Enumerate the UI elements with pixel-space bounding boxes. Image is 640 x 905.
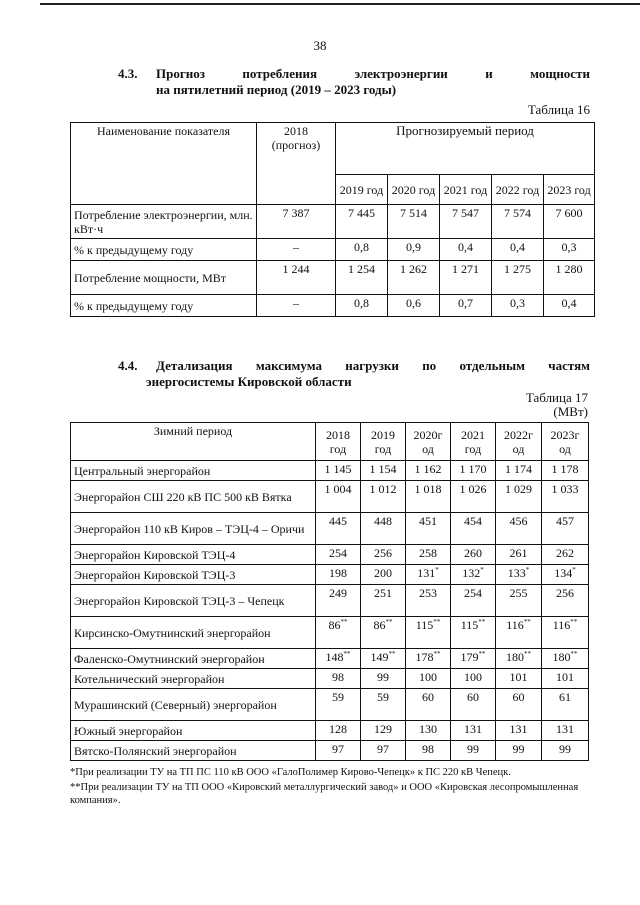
load-value [542, 721, 589, 741]
footnote-mark: ** [523, 618, 531, 626]
load-value [406, 481, 451, 513]
table-row [71, 741, 589, 761]
value-text: 1 026 [459, 482, 487, 496]
load-value [316, 741, 361, 761]
table-row [71, 295, 595, 317]
value-text: 179 [460, 650, 479, 664]
table-row [71, 669, 589, 689]
value-text: 97 [332, 742, 344, 756]
load-value [406, 585, 451, 617]
value-text: 59 [377, 690, 389, 704]
value-text: 98 [422, 742, 434, 756]
value-text: 86 [373, 618, 386, 632]
load-value [406, 689, 451, 721]
footnote-mark: ** [478, 618, 486, 626]
forecast-value: 0,4 [440, 239, 492, 261]
load-value [406, 721, 451, 741]
value-text: 1 018 [414, 482, 442, 496]
load-value [361, 741, 406, 761]
forecast-value: 1 280 [544, 261, 595, 295]
heading-line-2: на пятилетний период (2019 – 2023 годы) [156, 82, 397, 97]
load-value [406, 617, 451, 649]
load-value [316, 481, 361, 513]
load-value [496, 481, 542, 513]
table-row [71, 261, 595, 295]
year-header: 2021 год [440, 175, 492, 205]
load-value [451, 461, 496, 481]
load-value [406, 461, 451, 481]
value-text: 60 [422, 690, 434, 704]
row-label: Котельнический энергорайон [71, 669, 316, 689]
value-text: 131 [464, 722, 482, 736]
value-text: 130 [419, 722, 437, 736]
table-row [71, 513, 589, 545]
heading-line-1 [156, 358, 590, 374]
load-value [316, 689, 361, 721]
forecast-value: 0,4 [492, 239, 544, 261]
table-row [71, 617, 589, 649]
page-number: 38 [313, 38, 327, 53]
load-value [316, 513, 361, 545]
table-row [71, 585, 589, 617]
year-header: 2019 год [361, 423, 406, 461]
heading-word: частям [548, 358, 590, 373]
load-value [361, 617, 406, 649]
value-text: 116 [506, 618, 524, 632]
base-2018-value: – [257, 239, 336, 261]
table-row [71, 239, 595, 261]
load-value [542, 689, 589, 721]
footnote-mark: ** [385, 618, 393, 626]
row-label: Энергорайон СШ 220 кВ ПС 500 кВ Вятка [71, 481, 316, 513]
forecast-value: 7 514 [388, 205, 440, 239]
load-value [542, 461, 589, 481]
value-text: 86 [328, 618, 341, 632]
footnote-mark: ** [570, 650, 578, 658]
value-text: 457 [556, 514, 574, 528]
value-text: 131 [509, 722, 528, 736]
value-text: 256 [556, 586, 574, 600]
table-16-caption: Таблица 16 [527, 102, 590, 117]
footnote-mark: ** [433, 618, 441, 626]
forecast-value: 0,3 [492, 295, 544, 317]
heading-word: Детализация [156, 358, 233, 373]
load-value [406, 669, 451, 689]
value-text: 99 [512, 742, 525, 756]
row-label: Энергорайон Кировской ТЭЦ-3 [71, 565, 316, 585]
footnote [70, 781, 588, 807]
section-number: 4.4. [118, 358, 138, 373]
load-value [361, 669, 406, 689]
footnote-mark: ** [70, 782, 81, 793]
value-text: 116 [552, 618, 571, 632]
table-row [71, 689, 589, 721]
row-label: Мурашинский (Северный) энергорайон [71, 689, 316, 721]
value-text: 1 012 [369, 482, 397, 496]
value-text: 198 [329, 566, 347, 580]
value-text: 101 [556, 670, 574, 684]
footnote-mark: ** [433, 650, 441, 658]
load-value [406, 565, 451, 585]
top-rule [0, 0, 640, 7]
load-value [361, 481, 406, 513]
value-text: 131 [417, 566, 436, 580]
footnote-mark: * [480, 566, 484, 574]
value-text: 133 [507, 566, 526, 580]
table-row [71, 545, 589, 565]
value-text: 59 [332, 690, 344, 704]
heading-word: электроэнергии [354, 66, 448, 81]
heading-line-2: энергосистемы Кировской области [146, 374, 352, 389]
load-value [496, 617, 542, 649]
load-value [361, 585, 406, 617]
year-header: 2020г од [406, 423, 451, 461]
load-value [451, 689, 496, 721]
heading-word: потребления [242, 66, 318, 81]
load-value [451, 585, 496, 617]
load-value [542, 545, 589, 565]
header-winter-period: Зимний период [71, 423, 316, 461]
table-row [71, 565, 589, 585]
value-text: 1 033 [551, 482, 579, 496]
value-text: 445 [329, 514, 347, 528]
load-value [496, 649, 542, 669]
year-header: 2019 год [336, 175, 388, 205]
value-text: 251 [374, 586, 392, 600]
heading-word: по [422, 358, 437, 373]
value-text: 253 [419, 586, 437, 600]
section-number: 4.3. [118, 66, 138, 81]
value-text: 61 [559, 690, 571, 704]
value-text: 149 [370, 650, 389, 664]
value-text: 100 [419, 670, 437, 684]
value-text: 249 [329, 586, 347, 600]
value-text: 448 [374, 514, 392, 528]
table-row [71, 721, 589, 741]
footnotes [70, 766, 588, 809]
value-text: 255 [509, 586, 528, 600]
load-value [451, 649, 496, 669]
row-label: % к предыдущему году [71, 239, 257, 261]
value-text: 101 [509, 670, 528, 684]
value-text: 454 [464, 514, 482, 528]
value-text: 98 [332, 670, 344, 684]
row-label: Энергорайон 110 кВ Киров – ТЭЦ-4 – Оричи [71, 513, 316, 545]
load-value [451, 565, 496, 585]
footnote-mark: ** [478, 650, 486, 658]
load-value [361, 545, 406, 565]
load-value [361, 513, 406, 545]
value-text: 1 154 [369, 462, 397, 476]
value-text: 60 [512, 690, 525, 704]
table-row [71, 205, 595, 239]
row-label: Кирсинско-Омутнинский энергорайон [71, 617, 316, 649]
footnote-mark: ** [340, 618, 348, 626]
value-text: 178 [415, 650, 434, 664]
value-text: 262 [556, 546, 574, 560]
value-text: 256 [374, 546, 392, 560]
row-label: Потребление электроэнергии, млн. кВт·ч [71, 205, 257, 239]
heading-word: мощности [530, 66, 590, 81]
forecast-value: 0,7 [440, 295, 492, 317]
year-header: 2018 год [316, 423, 361, 461]
header-2018: 2018 (прогноз) [257, 123, 336, 205]
forecast-value: 1 275 [492, 261, 544, 295]
value-text: 1 004 [324, 482, 352, 496]
load-value [451, 481, 496, 513]
load-value [361, 565, 406, 585]
load-value [451, 545, 496, 565]
value-text: 97 [377, 742, 389, 756]
footnote-mark: * [70, 767, 76, 778]
load-value [542, 565, 589, 585]
footnote-mark: * [435, 566, 439, 574]
value-text: 254 [464, 586, 482, 600]
value-text: 128 [329, 722, 347, 736]
value-text: 1 145 [324, 462, 352, 476]
base-2018-value: 1 244 [257, 261, 336, 295]
row-label: Центральный энергорайон [71, 461, 316, 481]
load-value [316, 617, 361, 649]
table-row [71, 481, 589, 513]
footnote [70, 766, 588, 779]
value-text: 115 [460, 618, 479, 632]
table-17-unit: (МВт) [553, 404, 588, 419]
load-value [496, 513, 542, 545]
footnote-mark: * [525, 566, 530, 574]
load-value [496, 721, 542, 741]
load-value [542, 617, 589, 649]
year-header: 2020 год [388, 175, 440, 205]
load-value [496, 565, 542, 585]
load-value [542, 585, 589, 617]
row-label: Южный энергорайон [71, 721, 316, 741]
load-value [542, 513, 589, 545]
row-label: Вятско-Полянский энергорайон [71, 741, 316, 761]
value-text: 99 [377, 670, 389, 684]
value-text: 258 [419, 546, 437, 560]
row-label: Фаленско-Омутнинский энергорайон [71, 649, 316, 669]
forecast-value: 0,3 [544, 239, 595, 261]
heading-word: нагрузки [345, 358, 399, 373]
forecast-value: 0,6 [388, 295, 440, 317]
row-label: Энергорайон Кировской ТЭЦ-4 [71, 545, 316, 565]
load-value [406, 513, 451, 545]
forecast-value: 7 600 [544, 205, 595, 239]
value-text: 200 [374, 566, 392, 580]
value-text: 99 [559, 742, 571, 756]
footnote-mark: ** [388, 650, 396, 658]
value-text: 1 162 [414, 462, 442, 476]
load-value [316, 669, 361, 689]
heading-word: и [485, 66, 493, 81]
forecast-value: 7 445 [336, 205, 388, 239]
row-label: Энергорайон Кировской ТЭЦ-3 – Чепецк [71, 585, 316, 617]
load-value [316, 585, 361, 617]
year-header: 2022г од [496, 423, 542, 461]
value-text: 129 [374, 722, 392, 736]
load-value [406, 649, 451, 669]
load-value [496, 585, 542, 617]
value-text: 132 [462, 566, 481, 580]
year-header: 2023г од [542, 423, 589, 461]
load-value [496, 669, 542, 689]
year-header: 2021 год [451, 423, 496, 461]
heading-line-1 [156, 66, 590, 82]
table-16 [70, 122, 595, 317]
load-value [496, 461, 542, 481]
load-value [361, 461, 406, 481]
value-text: 451 [419, 514, 437, 528]
load-value [496, 545, 542, 565]
value-text: 131 [556, 722, 574, 736]
load-value [316, 545, 361, 565]
load-value [361, 689, 406, 721]
forecast-value: 0,8 [336, 295, 388, 317]
header-name: Наименование показателя [71, 123, 257, 205]
load-value [496, 689, 542, 721]
value-text: 1 029 [505, 482, 532, 496]
load-value [361, 721, 406, 741]
footnote-text: При реализации ТУ на ТП ООО «Кировский металлургический завод» и ООО «Кировская лесопромышленная компания». [70, 782, 579, 806]
footnote-mark: * [572, 566, 576, 574]
table-row [71, 649, 589, 669]
row-label: Потребление мощности, МВт [71, 261, 257, 295]
value-text: 260 [464, 546, 482, 560]
heading-word: максимума [255, 358, 322, 373]
load-value [451, 721, 496, 741]
load-value [451, 669, 496, 689]
value-text: 1 174 [505, 462, 532, 476]
forecast-value: 1 254 [336, 261, 388, 295]
value-text: 456 [509, 514, 528, 528]
load-value [406, 741, 451, 761]
heading-word: Прогноз [156, 66, 205, 81]
value-text: 254 [329, 546, 347, 560]
load-value [316, 461, 361, 481]
footnote-text: При реализации ТУ на ТП ПС 110 кВ ООО «ГалоПолимер Кирово-Чепецк» к ПС 220 кВ Чепецк. [75, 767, 511, 778]
forecast-value: 1 262 [388, 261, 440, 295]
load-value [361, 649, 406, 669]
footnote-mark: ** [524, 650, 531, 658]
forecast-value: 1 271 [440, 261, 492, 295]
load-value [451, 741, 496, 761]
load-value [496, 741, 542, 761]
load-value [451, 617, 496, 649]
value-text: 115 [415, 618, 434, 632]
value-text: 134 [554, 566, 573, 580]
heading-word: отдельным [459, 358, 526, 373]
forecast-value: 7 547 [440, 205, 492, 239]
table-row [71, 461, 589, 481]
load-value [542, 741, 589, 761]
load-value [316, 649, 361, 669]
row-label: % к предыдущему году [71, 295, 257, 317]
value-text: 100 [464, 670, 482, 684]
forecast-value: 0,4 [544, 295, 595, 317]
value-text: 1 178 [551, 462, 579, 476]
forecast-value: 7 574 [492, 205, 544, 239]
load-value [316, 565, 361, 585]
load-value [542, 669, 589, 689]
table-17 [70, 422, 589, 761]
load-value [316, 721, 361, 741]
forecast-value: 0,8 [336, 239, 388, 261]
load-value [542, 481, 589, 513]
value-text: 148 [325, 650, 344, 664]
year-header: 2023 год [544, 175, 595, 205]
value-text: 60 [467, 690, 479, 704]
forecast-value: 0,9 [388, 239, 440, 261]
value-text: 1 170 [459, 462, 487, 476]
footnote-mark: ** [343, 650, 351, 658]
base-2018-value: – [257, 295, 336, 317]
load-value [406, 545, 451, 565]
header-forecast-period: Прогнозируемый период [336, 123, 595, 175]
value-text: 261 [509, 546, 528, 560]
value-text: 99 [467, 742, 479, 756]
year-header: 2022 год [492, 175, 544, 205]
load-value [542, 649, 589, 669]
base-2018-value: 7 387 [257, 205, 336, 239]
load-value [451, 513, 496, 545]
table-17-caption: Таблица 17 [525, 390, 588, 405]
value-text: 180 [506, 650, 524, 664]
value-text: 180 [552, 650, 571, 664]
footnote-mark: ** [570, 618, 578, 626]
